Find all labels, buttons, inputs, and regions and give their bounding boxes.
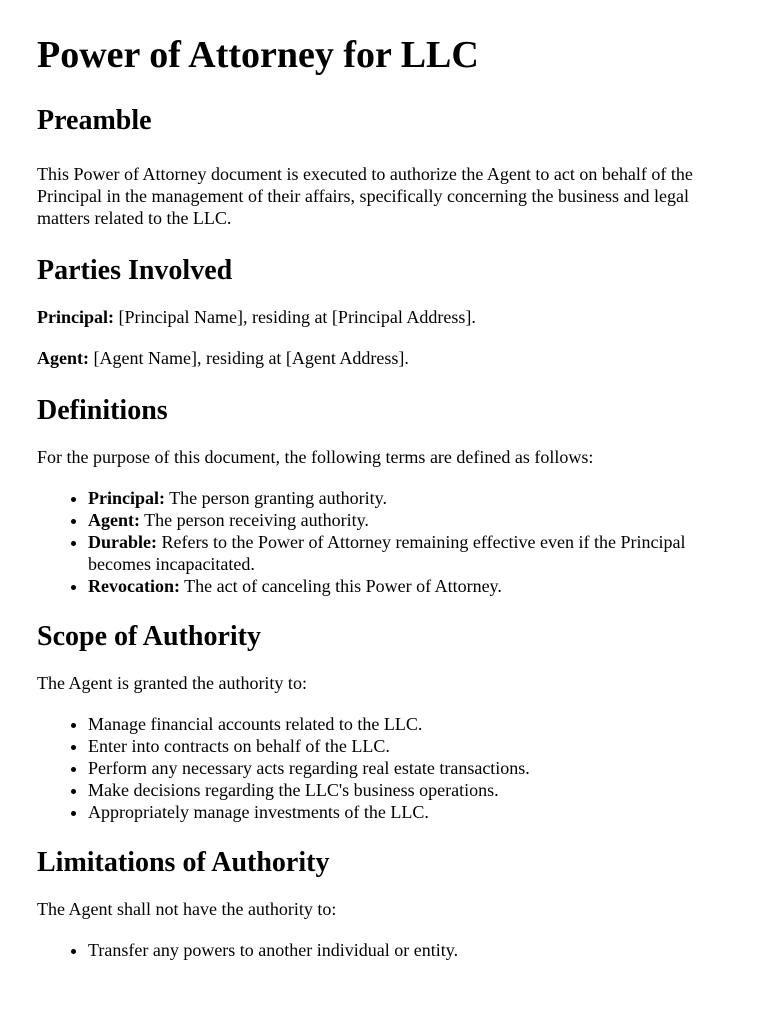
principal-label: Principal: bbox=[37, 307, 114, 327]
definition-text: The person granting authority. bbox=[165, 488, 387, 508]
definition-term: Revocation: bbox=[88, 576, 180, 596]
list-item: • Perform any necessary acts regarding real estate transactions. bbox=[88, 757, 737, 779]
preamble-heading: Preamble bbox=[37, 105, 152, 136]
list-item bbox=[88, 509, 737, 531]
limitations-heading: Limitations of Authority bbox=[37, 847, 330, 878]
list-item: • Transfer any powers to another individual or entity. bbox=[88, 939, 737, 961]
principal-text: [Principal Name], residing at [Principal Address]. bbox=[114, 307, 476, 327]
document-title: Power of Attorney for LLC bbox=[37, 34, 479, 76]
principal-line bbox=[37, 306, 737, 328]
definitions-list bbox=[37, 487, 737, 597]
list-item: • Manage financial accounts related to the LLC. bbox=[88, 713, 737, 735]
parties-heading: Parties Involved bbox=[37, 255, 233, 286]
agent-label: Agent: bbox=[37, 348, 89, 368]
limitations-intro: The Agent shall not have the authority to: bbox=[37, 899, 337, 919]
scope-intro: The Agent is granted the authority to: bbox=[37, 673, 307, 693]
list-item: • Appropriately manage investments of the LLC. bbox=[88, 801, 737, 823]
preamble-text: This Power of Attorney document is executed to authorize the Agent to act on behalf of the Principal in the management of their affairs, specifically concerning the business and legal matters related to the LLC. bbox=[37, 164, 693, 228]
definition-text: Refers to the Power of Attorney remaining effective even if the Principal becomes incapacitated. bbox=[88, 532, 686, 574]
agent-text: [Agent Name], residing at [Agent Address]. bbox=[89, 348, 409, 368]
definition-text: The person receiving authority. bbox=[140, 510, 369, 530]
document-page bbox=[37, 30, 737, 961]
list-item: • Enter into contracts on behalf of the LLC. bbox=[88, 735, 737, 757]
definition-term: Durable: bbox=[88, 532, 157, 552]
list-item: • Make decisions regarding the LLC's business operations. bbox=[88, 779, 737, 801]
list-item bbox=[88, 531, 737, 575]
agent-line bbox=[37, 347, 737, 369]
list-item bbox=[88, 487, 737, 509]
definition-term: Principal: bbox=[88, 488, 165, 508]
definitions-heading: Definitions bbox=[37, 395, 168, 426]
definition-term: Agent: bbox=[88, 510, 140, 530]
scope-list bbox=[37, 713, 737, 823]
scope-heading: Scope of Authority bbox=[37, 621, 261, 652]
list-item bbox=[88, 575, 737, 597]
definition-text: The act of canceling this Power of Attorney. bbox=[179, 576, 502, 596]
definitions-intro: For the purpose of this document, the following terms are defined as follows: bbox=[37, 447, 594, 467]
limitations-list bbox=[37, 939, 737, 961]
